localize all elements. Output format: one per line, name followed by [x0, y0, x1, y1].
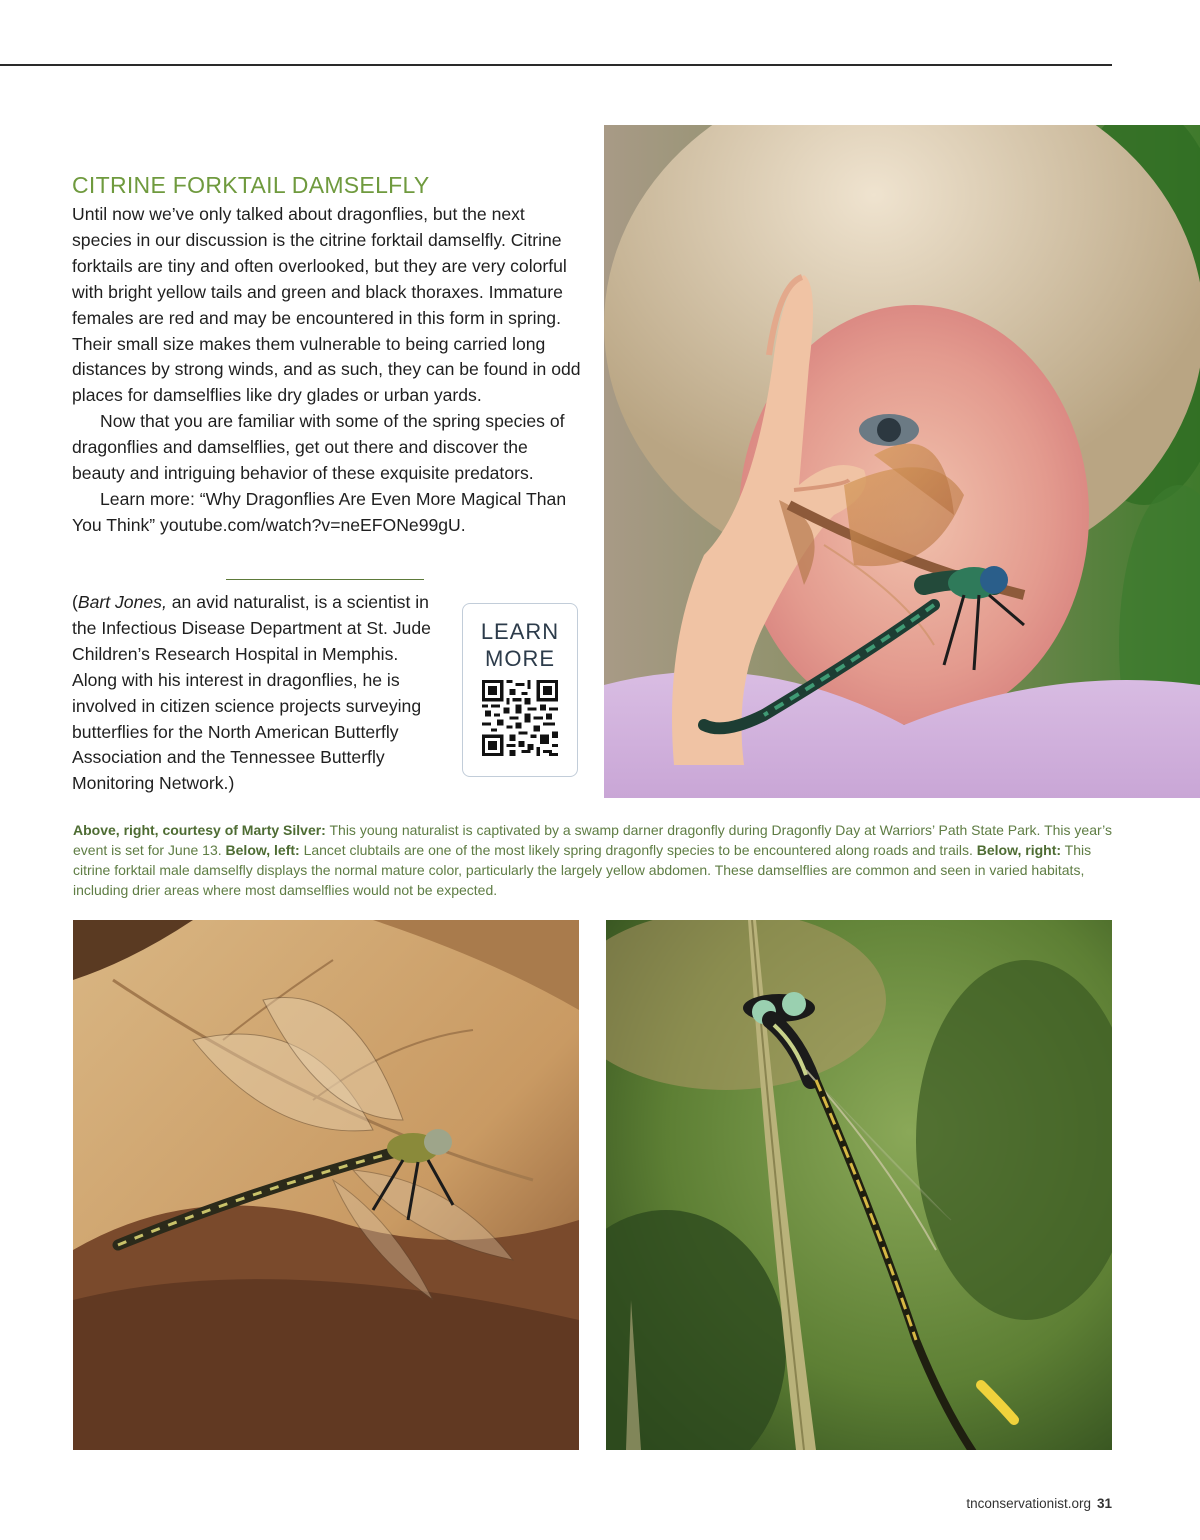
author-name: Bart Jones, — [77, 592, 167, 612]
page-footer — [966, 1496, 1112, 1511]
caption-text-1: This young naturalist is captivated by a swamp darner dragonfly during Dragonfly Day at Warriors’ Path State Park. This year’s event is set for June 13. — [73, 822, 1113, 858]
caption-label-1: Above, right, courtesy of Marty Silver: — [73, 822, 326, 838]
caption-label-3: Below, right: — [976, 842, 1062, 858]
section-heading: CITRINE FORKTAIL DAMSELFLY — [72, 172, 430, 198]
learn-more-label — [463, 618, 577, 672]
photo-citrine-forktail — [606, 920, 1112, 1450]
paragraph-2: Now that you are familiar with some of the spring species of dragonflies and damselflies, get out there and discover the beauty and intriguing behavior of these exquisite predators. — [72, 411, 565, 484]
photo-child-with-dragonfly — [604, 125, 1200, 798]
learn-more-line-2: MORE — [485, 646, 555, 671]
page-number: 31 — [1096, 1496, 1112, 1511]
qr-code-icon[interactable] — [482, 680, 558, 756]
bio-text: an avid naturalist, is a scientist in the Infectious Disease Department at St. Jude Children’s Research Hospital in Memphis. Along with his interest in dragonflies, he is involved in citizen science projects surveying butterflies for the North American Butterfly Association and the Tennessee Butterfly Monitoring Network.) — [72, 592, 431, 794]
learn-more-box[interactable] — [462, 603, 578, 777]
learn-more-line-1: LEARN — [480, 619, 560, 644]
caption-label-2: Below, left: — [225, 842, 300, 858]
author-bio — [72, 590, 442, 797]
top-rule — [0, 64, 1112, 66]
photo-caption — [73, 820, 1118, 900]
caption-text-3: This citrine forktail male damselfly displays the normal mature color, particularly the largely yellow abdomen. These damselflies are common and seen in varied habitats, including drier areas where most damselflies would not be expected. — [73, 842, 1092, 898]
section-divider — [226, 579, 424, 580]
caption-text-2: Lancet clubtails are one of the most likely spring dragonfly species to be encountered along roads and trails. — [299, 842, 977, 858]
article-body — [72, 202, 582, 539]
paragraph-1: Until now we’ve only talked about dragonflies, but the next species in our discussion is the citrine forktail damselfly. Citrine forktails are tiny and often overlooked, but they are very colorful with bright yellow tails and green and black thoraxes. Immature females are red and may be encountered in this form in spring. Their small size makes them vulnerable to being carried long distances by strong winds, and as such, they can be found in odd places for damselflies like dry glades or urban yards. — [72, 204, 581, 406]
paragraph-3: Learn more: “Why Dragonflies Are Even More Magical Than You Think” youtube.com/watch?v=neEFONe99gU. — [72, 488, 567, 535]
footer-site: tnconservationist.org — [966, 1496, 1091, 1511]
photo-lancet-clubtail — [73, 920, 579, 1450]
bio-open-paren: ( — [72, 592, 78, 612]
